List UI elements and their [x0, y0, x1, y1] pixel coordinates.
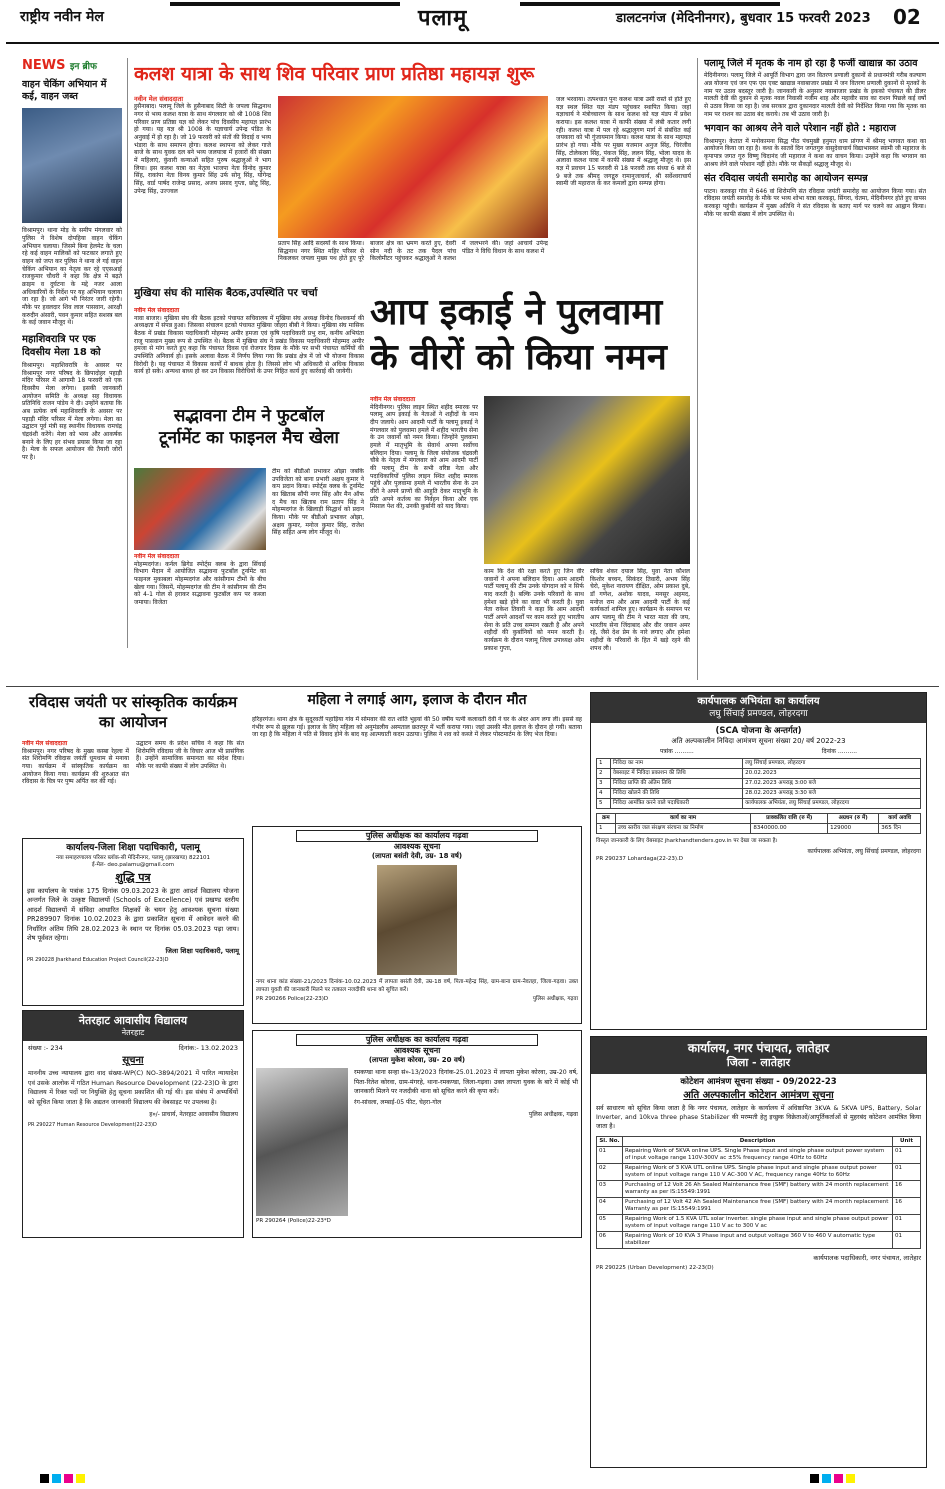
- brief-body-2: विश्रामपुर। महाशिवरात्रि के अवसर पर विश्रामपुर नगर परिषद के छिपादोहर पहाड़ी मंदिर परिसर में आगामी 18 फरवरी को एक दिवसीय मेला लगेगा। इसकी जानकारी आयोजन समिति के अध्यक्ष सह विधायक प्रतिनिधि राजन पांडेय ने दी। उन्होंने बताया कि अब प्रत्येक वर्ष महाशिवरात्रि के अवसर पर पहाड़ी मंदिर परिसर में मेला लगेगा। मेला का उद्घाटन पूर्व मंत्री सह स्थानीय विधायक रामचंद्र चंद्रवंशी करेंगे। मेला को भव्य और आकर्षक बनाने के लिए हर संभव प्रयास किया जा रहा है। मेला के सफल आयोजन की तैयारी जोरों पर है।: [22, 362, 122, 462]
- football-headline-2: टूर्नामेंट का फाइनल मैच खेला: [159, 427, 339, 448]
- ad-police1-sign: पुलिस अधीक्षक, गढ़वा: [532, 995, 578, 1002]
- ad-netarhat-body: माननीय उच्च न्यायालय द्वारा वाद संख्या-WP(C) NO-3894/2021 में पारित न्यायादेश एवं उसके आलोक में गठित Human Resource Development (22-23)D के द्वारा विद्यालय में रिक्त पदों पर नियुक्ति हेतु सूचना प्रकाशित की गई थी। इस संबंध में अभ्यर्थियों को सूचित किया जाता है कि अद्यतन जानकारी विद्यालय की वेबसाइट पर उपलब्ध है।: [28, 1070, 238, 1106]
- mukhiya-text: नावा बाजार। मुखिया संघ की बैठक इटको पंचायत सचिवालय में मुखिया संघ अध्यक्ष विनोद विश्वकर्मा की अध्यक्षता में संपन्न हुआ। जिसका संचालन इटको पंचायत मुखिया जोहरा बीबी ने किया। मुखिया संघ मासिक बैठक में प्रखंड विकास पदाधिकारी मोहम्मद अमीर हमजा एवं कृषि पदाधिकारी प्रभु राम, कनीय अभियंता राजू पासवान मुख्य रूप से उपस्थित थे। बैठक में मुखिया संघ ने प्रखंड विकास पदाधिकारी मोहम्मद अमीर हमजा से मांग करते हुए कहा कि पंचायत दिवस एवं रोजगार दिवस के मौके पर सभी पंचायत कर्मियों की उपस्थिति अनिवार्य हो। इसके अलावा बैठक में निर्णय लिया गया कि प्रखंड क्षेत्र में जो भी योजना विकास विरोधी है। यह पंचायत में विकास कार्यों में बाधक होता है। जिससे लोग भी अधिकारी से अधिक विकास कार्य हो सके। अन्यथा बाध्य हो कर उन विकास विरोधियों के उपर निहित कार्य हुए कार्रवाई की जायेगी।: [134, 314, 364, 376]
- swatch-cyan: [52, 1474, 61, 1483]
- mukhiya-spacer: [134, 252, 274, 262]
- table-row: 1 उच्च स्तरीय जल संरक्षण संरचना का निर्माण 8340000.00 129000 365 दिन: [597, 824, 921, 834]
- masthead-bar-right: [520, 2, 780, 6]
- lead-caption-body: [278, 240, 548, 280]
- ad-irrigation-dinank: दिनांक ..........: [821, 748, 858, 756]
- ad-police2-photo: [256, 1068, 348, 1216]
- ad-police1-photo: [377, 865, 457, 975]
- ad-netarhat-sub: नेतरहाट: [121, 1028, 145, 1038]
- right-body-1: मेदिनीनगर। पलामू जिले में आपूर्ति विभाग द्वारा जन वितरण प्रणाली दुकानों से प्रधानमंत्री गरीब कल्याण अन्न योजना एवं जन एफ एस एक्ट खाद्यान्न नवाबाजार प्रखंड में जन वितरण प्रणाली दुकानों से मृतकों के नाम पर उठाव बदस्तूर जारी है। जानकारी के अनुसार नवाबाजार प्रखंड के इकको पंचायत की डीलर मालती देवी की दुकान से मृतक नवल निवासी नजीम शाह और महावीर साव का राशन पिछले कई वर्षों से उठाव किया जा रहा है। जब सरकार द्वारा दुकानदार मालती देवी को निर्देशित किया गया कि मृतक का नाम पर राशन का उठाव बंद कराये। तब भी उठाव जारी है।: [704, 72, 926, 118]
- football-headline-1: सद्भावना टीम ने फुटबॉल: [173, 406, 325, 426]
- mahila-headline-text: महिला ने लगाई आग, इलाज के दौरान मौत: [307, 692, 527, 708]
- lead-caption-text: प्रताप सिंह आदि सदस्यों के साथ किया। सिद्धनाथ नगर स्थित महिर परिसर से निकलकर जपला मुख्य पथ होते हुए पूरे बाजार क्षेत्र का भ्रमण करते हुए, देवरी सोन नदी के तट तक पैदल पांच किलोमीटर पहुंचकर श्रद्धालुओं ने कलश में जलभरने की। जहां आचार्य उपेन्द्र पंडित ने विधि विधान के साथ कलश में: [278, 240, 548, 263]
- ad-police2-sub: (लापता मुकेश कोरवा, उम्र- 20 वर्ष): [368, 1056, 466, 1065]
- news-tag: NEWS: [22, 58, 66, 73]
- mukhiya-headline-text: मुखिया संघ की मासिक बैठक,उपस्थिति पर चर्चा: [134, 287, 318, 299]
- ad-latehar-notice: कोटेशन आमंत्रण सूचना संख्या - 09/2022-23: [680, 1077, 837, 1088]
- swatch-yellow: [76, 1474, 85, 1483]
- masthead-rule: [6, 42, 939, 44]
- table-row: 05 Repairing Work of 1.5 KVA UTL solar inverter. single phase input and single phase output power system of input voltage range 110 V ac to 300 V ac 01: [597, 1215, 921, 1232]
- ad-netarhat-pr: PR 290227 Human Resource Development(22-23)D: [28, 1121, 157, 1128]
- ad-irrigation: [590, 692, 927, 1030]
- masthead-bar-left: [170, 2, 400, 6]
- news-tag-sub: इन ब्रीफ: [70, 62, 97, 72]
- lead-headline: [134, 62, 689, 90]
- ad-irrigation-notice: अति अल्पकालीन निविदा आमंत्रण सूचना संख्या 20/ वर्ष 2022-23: [671, 737, 846, 746]
- pulwama-body-a: मेदिनीनगर। पुलिस लाइन स्थित शहीद स्मारक पर पलामू आप इकाई के नेताओं ने शहीदों के नाम दीप जलाये। आम आदमी पार्टी के पलामू इकाई ने मंगलवार को पुलवामा हमले में शहीद भारतीय सेना के उन जवानों को नमन किया। जिन्होंने पुलवामा हमले में मातृभूमि के सेवार्थ अपना सर्वोच्च बलिदान दिया। पलामू के जिला संयोजक चंद्रवली चौबे के नेतृत्व में मंगलवार को आम आदमी पार्टी की पलामू टीम के सभी वरिष्ठ नेता और पदाधिकारियों पुलिस लाइन स्थित शहीद स्मारक पहुंचे और पुलवामा हमले में भारतीय सेना के उन वीरों ने अपने प्राणों की आहुति देकर मातृभूमि के प्रति अपने कर्तव्य का निर्वहन किया और एक मिसाल पेश की, उनकी कुर्बानी को याद किया।: [370, 403, 478, 511]
- ad-education-address: नया समाहरणालय परिसर ब्लॉक-सी मेदिनीनगर, पलामू (झारखण्ड) 822101: [55, 854, 210, 861]
- swatch-magenta: [834, 1474, 843, 1483]
- ad-police1-title: पुलिस अधीक्षक का कार्यालय गढ़वा: [296, 830, 538, 842]
- ravidas-body-a: विश्रामपुर। नगर परिषद के मुख्य कस्बा रेहला में संत शिरोमणि रविदास जयंती धूमधाम से मनाया गया। कार्यक्रम में सांस्कृतिक कार्यक्रम का आयोजन किया गया। कार्यक्रम की शुरुआत संत रविदास के चित्र पर पुष्प अर्पित कर की गई।: [22, 747, 129, 786]
- table-header-row: Sl. No. Description Unit: [597, 1137, 921, 1147]
- lead-body-c: जल भरवाया। तत्पश्चात पुनः कलश यात्रा उसी रास्ते से होते हुए यज्ञ स्थल स्थित यज्ञ मंडप पहुंचकर स्थापित किया। जहां यज्ञाचार्य ने मंत्रोच्चारण के साथ कलश को यज्ञ मंडप में प्रवेश कराया। इस कलश यात्रा में काफी संख्या में लंबी कतार लगी रही। कलश यात्रा में पल रहे श्रद्धालुगण मार्ग में संबंधित कई जयकारा को भी गुंजायमान किया। कलश यात्रा के साथ महायज्ञ प्रारंभ हो गया। मौके पर मुख्य यजमान अनुज सिंह, चिरंजीव सिंह, टोलेकला सिंह, पंकज सिंह, ललन सिंह, भोला यादव के अलावा कलश यात्रा में काफी संख्या में श्रद्धालु मौजूद थे। इस यज्ञ में प्रवचन 15 फरवरी से 18 फरवरी तक संध्या 6 बजे से 9 बजे तक श्रीमद् जगद्गुरु रामानुजाचार्य, श्री सर्वेश्वराचार्य स्वामी जी महाराज के कर कमलों द्वारा सम्पन्न होगा।: [556, 96, 691, 188]
- right-headline-1: पलामू जिले में मृतक के नाम हो रहा है फर्जी खाद्यान्न का उठाव: [704, 58, 918, 69]
- ad-irrigation-info-table: [596, 758, 921, 809]
- ad-police1-pr: PR 290266 Police(22-23)D: [256, 995, 329, 1002]
- pulwama-col-1: [370, 396, 478, 680]
- page-number: 02: [893, 5, 921, 29]
- ad-latehar-heading: अति अल्पकालीन कोटेशन आमंत्रण सूचना: [683, 1090, 834, 1102]
- ad-education-title: कार्यालय-जिला शिक्षा पदाधिकारी, पलामू: [66, 843, 200, 853]
- football-headline: [134, 406, 364, 468]
- column-rule-right: [697, 58, 698, 680]
- news-brief-column: [22, 58, 122, 648]
- ad-education-body: इस कार्यालय के पत्रांक 175 दिनांक 09.03.2023 के द्वारा आदर्श विद्यालय योजना अन्तर्गत जिले के उत्कृष्ट विद्यालयों (Schools of Excellence) एवं प्रखण्ड स्तरीय आदर्श विद्यालयों में संविदा आधारित शिक्षकों के चयन हेतु आवश्यक सूचना संख्या PR289907 दिनांक 10.02.2023 के द्वारा प्रकाशित सूचना में आवेदन करने की निर्धारित अंतिम तिथि 28.02.2023 के स्थान पर दिनांक 05.03.2023 पढ़ा जाय। शेष पूर्ववत रहेगा।: [27, 886, 239, 943]
- ad-irrigation-header: [591, 693, 926, 723]
- masthead: [0, 0, 945, 46]
- table-row: 02 Repairing Work of 3 KVA UTL online UPS. Single phase input and single phase output power system of input voltage range 110 V AC-300 V AC, frequency range 40Hz to 60Hz 01: [597, 1164, 921, 1181]
- lead-col-3: [556, 96, 691, 286]
- ravidas-col-2: [136, 740, 244, 830]
- ad-netarhat-title: नेतरहाट आवासीय विद्यालय: [78, 1014, 188, 1027]
- ravidas-headline: [22, 692, 244, 736]
- ravidas-headline-text: रविदास जयंती पर सांस्कृतिक कार्यक्रम का आयोजन: [28, 693, 238, 732]
- football-photo: [134, 468, 266, 550]
- ad-police1-body: नगर थाना कांड संख्या-21/2023 दिनांक-10.02.2023 में लापता बसंती देवी, उम्र-18 वर्ष, पिता-महेन्द्र सिंह, ग्राम-बाना ग्राम-नेवतहा, जिला-गढ़वा। उक्त लापता युवती की जानकारी मिलने पर तत्काल नजदीकी थाना को सूचित करें।: [256, 979, 578, 993]
- pulwama-col-2: [484, 568, 584, 680]
- pulwama-headline-2: के वीरों को किया नमन: [370, 337, 667, 378]
- brief-headline-1: वाहन चेकिंग अभियान में कई, वाहन जब्त: [22, 78, 107, 102]
- pulwama-photo: [484, 396, 690, 564]
- mahila-headline: [252, 692, 582, 712]
- swatch-magenta: [64, 1474, 73, 1483]
- table-header-row: क्रम कार्य का नाम प्राक्कलित राशि (रु में) अग्रधन (रु में) कार्य अवधि: [597, 813, 921, 823]
- registration-color-strip: [0, 1474, 945, 1484]
- ad-police-missing-1: [252, 826, 582, 1024]
- football-body-a: मोहम्मदगंज। कर्नल ब्रिगेड स्पोर्ट्स क्लब के द्वारा सिंचाई विभाग मैदान में आयोजित सद्भावना फुटबॉल टूर्नामेंट का फाइनल मुकाबला मोहम्मदगंज और कांसीगाम टीमों के बीच खेला गया। जिसमें, मोहम्मदगंज की टीम ने कांसीगाम की टीम को 4-1 गोल से हराकर सद्भावना फुटबॉल कप पर कब्जा जमाया। विजेता: [134, 560, 266, 607]
- table-row: 1 निविदा का नाम लघु सिंचाई प्रमण्डल, लोहरदगा: [597, 758, 921, 768]
- pulwama-headline: [370, 290, 690, 390]
- ad-netarhat-heading: सूचना: [122, 1054, 144, 1066]
- ravidas-col-1: [22, 740, 129, 830]
- newspaper-logo: राष्ट्रीय नवीन मेल: [20, 9, 104, 25]
- ad-latehar-sign: कार्यपालक पदाधिकारी, नगर पंचायत, लातेहार: [813, 1254, 921, 1263]
- swatch-yellow: [846, 1474, 855, 1483]
- ad-netarhat-ref: संख्या :- 234: [28, 1044, 63, 1053]
- ad-police2-body: रमकण्डा थाना सन्हा सं०-13/2023 दिनांक-25.01.2023 में लापता मुकेश कोरवा, उम्र-20 वर्ष, पिता-रितेश कोरवा, ग्राम-मंगरहे, थाना-रमकण्डा, जिला-गढ़वा। उक्त लापता युवक के बारे में कोई भी जानकारी मिलने पर नजदीकी थाना को सूचित करने की कृपा करें।: [354, 1069, 578, 1096]
- football-body-b: टीम को बीडीओ प्रभाकर ओझा जबकि उपविजेता को बाना प्रभारी अक्षय कुमार ने कप प्रदान किया। स्पोर्ट्स क्लब के टूर्नामेंट का खिताब सौंपी नगर सिंह और मैन ऑफ द मैच का खिताब राम प्रताप सिंह ने मोहम्मदगंज के खिलाड़ी सिद्धार्थ को प्रदान किया। मौके पर बीडीओ प्रभाकर ओझा, अक्षय कुमार, मनोज कुमार सिंह, राजेश सिंह सहित अन्य लोग मौजूद थे।: [272, 468, 364, 537]
- swatch-black: [40, 1474, 49, 1483]
- ad-netarhat-sign: ह०/- प्राचार्य, नेतरहाट आवासीय विद्यालय: [149, 1111, 238, 1119]
- ad-latehar-body: सर्व साधारण को सूचित किया जाता है कि नगर पंचायत, लातेहार के कार्यालय में अधिष्ठापित 3KVA & 5KVA UPS, Battery, Solar Inverter, and 10kva three phase Stabilizer की मरम्मती हेतु इच्छुक विक्रेताओं/आपूर्तिकर्ताओं से मुहरबंद कोटेशन आमंत्रित किया जाता है।: [596, 1105, 921, 1131]
- football-col-2: [272, 468, 364, 680]
- ad-irrigation-pr: PR 290237 Lohardaga(22-23).D: [596, 855, 683, 862]
- ad-netarhat-header: [23, 1011, 243, 1041]
- table-row: 01 Repairing Work of 5KVA online UPS. Single Phase input and single phase output power system of input voltage range 110V-300V ac ±5% frequency range 40Hz to 60Hz 01: [597, 1147, 921, 1164]
- ad-education-heading: शुद्धि पत्र: [115, 870, 151, 884]
- ad-netarhat: [22, 1010, 244, 1238]
- mukhiya-byline: नवीन मेल संवाददाता: [134, 307, 180, 314]
- ad-police-missing-2: [252, 1030, 582, 1238]
- ad-education-sign: जिला शिक्षा पदाधिकारी, पलामू: [165, 946, 239, 955]
- ad-netarhat-date: दिनांक:- 13.02.2023: [178, 1044, 238, 1053]
- ad-latehar: [590, 1036, 927, 1468]
- table-row: 03 Purchasing of 12 Volt 26 Ah Sealed Maintenance free (SMF) battery with 24 month replacement warranty as per IS:15549:1991 16: [597, 1181, 921, 1198]
- edition-title: पलामू: [418, 6, 468, 31]
- ad-latehar-header: [591, 1037, 926, 1074]
- right-headline-2: भगवान का आश्रय लेने वाले परेशान नहीं होते : महाराज: [704, 123, 896, 135]
- ad-irrigation-sign: कार्यपालक अभियंता, लघु सिंचाई प्रमण्डल, लोहरदगा: [807, 848, 921, 856]
- brief-body-1: विश्रामपुर। थाना मोड़ के समीप मंगलवार को पुलिस ने विशेष दोपहिया वाहन चेकिंग अभियान चलाया। जिसमे बिना हेलमेट के चला रहे कई वाहन मालिकों को फटकार लगाते हुए वाहन को जप्त कर पुलिस ने थाना ले गई वाहन चेकिंग अभियान का नेतृत्व कर रहे एएसआई राजकुमार चौधरी ने कहा कि क्षेत्र में बढ़ते क्राइम व दुर्घटना के मद्दे नजर आला अधिकारियों के निर्देश पर यह अभियान चलाया जा रहा है। जो आगे भी निरंतर जारी रहेगी। मौके पर हवलदार शिव लाल पासवान, आरक्षी करुदीन अंसारी, पवन कुमार सहित सशस्त्र बल के कई जवान मौजूद थे।: [22, 227, 122, 327]
- right-column: [704, 58, 926, 680]
- ad-irrigation-work-table: [596, 813, 921, 834]
- lead-photo: [278, 96, 548, 238]
- ad-police2-desc: रंग-सांवला, लम्बाई-05 फीट, चेहरा-गोल: [354, 1099, 442, 1107]
- table-row: 2 वेबसाइट में निविदा प्रकाशन की तिथि 20.02.2023: [597, 768, 921, 778]
- ad-education-email: ई-मेल- deo.palamu@gmail.com: [91, 861, 175, 868]
- ad-irrigation-scheme: (SCA योजना के अन्तर्गत): [715, 726, 802, 737]
- pulwama-headline-1: आप इकाई ने पुलवामा: [370, 292, 663, 333]
- ad-police2-title: पुलिस अधीक्षक का कार्यालय गढ़वा: [296, 1034, 538, 1046]
- right-headline-3: संत रविदास जयंती समारोह का आयोजन सम्पन्न: [704, 173, 868, 185]
- table-row: 4 निविदा खोलने की तिथि 28.02.2023 अपराह्न 3:30 बजे: [597, 788, 921, 798]
- ad-irrigation-sub: लघु सिंचाई प्रमण्डल, लोहरदगा: [709, 708, 808, 719]
- lead-byline: नवीन मेल संवाददाता: [134, 95, 183, 103]
- ad-latehar-title-2: जिला - लातेहार: [726, 1056, 791, 1070]
- section-rule: [6, 686, 939, 687]
- ad-police2-pr: PR 290264 (Police)22-23*D: [256, 1218, 331, 1225]
- pulwama-body-b: काम कि देश की रक्षा करते हुए जिन वीर जवानों ने अपना बलिदान दिया। आम आदमी पार्टी पलामू की टीम उनके योगदान को न सिर्फ याद करती है। बल्कि उनके परिवारों के साथ हमेशा खड़े होने का वादा भी करती है। युवा नेता राकेश तिवारी ने कहा कि आम आदमी पार्टी अपने आदर्शों पर काम करते हुए भारतीय सेना के प्रति उच्च सम्मान रखती है और अपने शहीदों की कुर्बानियों को नमन करती है। कार्यक्रम के दौरान पलामू जिला उपाध्यक्ष ओम प्रकाश गुप्ता,: [484, 568, 584, 652]
- football-col-1: [134, 553, 266, 681]
- table-row: 5 निविदा आमंत्रित करने वाले पदाधिकारी कार्यपालक अभियंता, लघु सिंचाई प्रमण्डल, लोहरदगा: [597, 798, 921, 808]
- ad-education-office: [22, 838, 244, 1006]
- brief-photo-1: [22, 108, 122, 223]
- ad-latehar-title-1: कार्यालय, नगर पंचायत, लातेहार: [687, 1041, 830, 1055]
- mahila-text: हरिहरगंज। थाना क्षेत्र के सुदूरवर्ती पहाड़िया गांव में सोमवार की रात शांति भुइयां की 50 वर्षीय पत्नी कलावती देवी ने घर के अंदर आग लगा ली। इससे वह गंभीर रूप से झुलस गई। इलाज के लिए महिला को अनुमंडलीय अस्पताल छतरपुर में भर्ती कराया गया। जहां उसकी मौत इलाज के दौरान हो गयी। बताया जा रहा है कि महिला ने पति से विवाद होने के बाद यह आत्मघाती कदम उठाया। पुलिस ने शव को कब्जे में लेकर पोस्टमार्टम के लिए भेज दिया।: [252, 716, 582, 739]
- lead-body-a: हुसैनाबाद। पलामू जिले के हुसैनाबाद सिटी के जपला सिद्धनाथ नगर से भव्य कलश यात्रा के साथ मंगलवार को श्री 1008 शिव परिवार प्राण प्रतिष्ठा यज्ञ को लेकर पांच दिवसीय महायज्ञ प्रारंभ हो गया। यह यज्ञ श्री 1008 के यज्ञाचार्य उपेन्द्र पंडित के अनुवाई में हो रहा है। जो 19 फरवरी को संतों की विदाई व भव्य भंडारा के साथ समापन होगा। कलश स्थापना को लेकर गाजे बाजे के साथ युवक दल बने भव्य जलयात्रा में हजारों की संख्या में महिलाएं, कुंवारी कन्याओं सहित पुरुष श्रद्धालुओं ने भाग लिया। इस कलश यात्रा का नेतृत्व भाजपा नेता विनोद कुमार सिंह, राकांपा नेता विनय कुमार सिंह उर्फ सोनू सिंह, योगेन्द्र सिंह, वार्ड पार्षद राजेन्द्र प्रसाद, अजय प्रसाद गुप्ता, छोटू सिंह, उपेन्द्र सिंह, उज्ज्वल: [134, 103, 271, 195]
- ad-police2-sign: पुलिस अधीक्षक, गढ़वा: [528, 1110, 578, 1118]
- table-row: 06 Repairing Work of 10 KVA 3 Phase input and output voltage 360 V to 460 V automatic type stabilizer 01: [597, 1232, 921, 1249]
- ad-police1-sub: (लापता बसंती देवी, उम्र- 18 वर्ष): [371, 852, 463, 861]
- dateline: डालटनगंज (मेदिनीनगर), बुधवार 15 फरवरी 2023: [616, 11, 871, 26]
- pulwama-byline: नवीन मेल संवाददाता: [370, 396, 416, 403]
- ad-latehar-pr: PR 290225 (Urban Development) 22-23(D): [596, 1264, 714, 1271]
- column-rule: [127, 58, 128, 648]
- table-row: 04 Purchasing of 12 Volt 42 Ah Sealed Maintenance free (SMF) battery with 24 month replacement Warranty as per IS:15549:1991 16: [597, 1198, 921, 1215]
- ad-irrigation-patrank: पत्रांक ..........: [659, 748, 694, 756]
- swatch-cyan: [822, 1474, 831, 1483]
- ad-irrigation-footer: विस्तृत जानकारी के लिए वेबसाइट jharkhandtenders.gov.in पर देखा जा सकता है।: [596, 838, 778, 845]
- right-body-3: पाटन। करकट्टा गांव में 646 वां शिरोमणि संत रविदास जयंती समारोह का आयोजन किया गया। संत रविदास जयंती समारोह के मौके पर भव्य शोभा यात्रा करकट्टा, सिंगरा, चेतमा, मेदिनीनगर होते हुए वापस करकट्टा पहुंची। कार्यक्रम में मुख्य अतिथि ने संत रविदास के बताए मार्ग पर चलने का आह्वान किया। मौके पर काफी संख्या में लोग उपस्थित थे।: [704, 187, 926, 218]
- ad-education-pr: PR 290228 Jharkhand Education Project Council(22-23)D: [27, 957, 169, 964]
- ravidas-body-b: उद्घाटन समय के प्रदेश सचिव ने कहा कि संत शिरोमणि रविदास जी के विचार आज भी प्रासंगिक हैं। उन्होंने सामाजिक समानता का संदेश दिया। मौके पर काफी संख्या में लोग उपस्थित थे।: [136, 740, 244, 771]
- ad-police1-heading: आवश्यक सूचना: [393, 842, 441, 852]
- mukhiya-body: [134, 307, 364, 402]
- pulwama-col-3: [590, 568, 690, 680]
- ad-latehar-items-table: [596, 1136, 921, 1249]
- right-body-2: विश्रामपुर। केतात में मनोकामना सिद्ध पीठ पंचमुखी हनुमत धाम प्रांगण में श्रीमद् भागवत कथा का आयोजन किया जा रहा है। कथा के सातवें दिन जगतगुरु वासुदेवाचार्य विद्याभास्कर स्वामी जी महाराज के कृपापात्र जगत गुरु विष्णु चिदानंद जी महाराज ने कथा का वाचन किया। उन्होंने कहा कि भगवान का आश्रय लेने वाले परेशान नहीं होते। मौके पर सैकड़ों श्रद्धालु मौजूद थे।: [704, 137, 926, 168]
- table-row: 3 निविदा प्राप्ति की अंतिम तिथि 27.02.2023 अपराह्न 3:00 बजे: [597, 778, 921, 788]
- lead-headline-text: कलश यात्रा के साथ शिव परिवार प्राण प्रतिष्ठा महायज्ञ शुरू: [134, 63, 535, 85]
- ravidas-byline: नवीन मेल संवाददाता: [22, 740, 68, 747]
- swatch-black: [810, 1474, 819, 1483]
- football-byline: नवीन मेल संवाददाता: [134, 553, 180, 560]
- mukhiya-headline: [134, 287, 364, 305]
- pulwama-body-c: सचिव शंकर दयाल सिंह, युवा नेता कौशल किशोर बच्चन, सिकंदर तिवारी, अभय सिंह चेरो, मुकेश नारायण दीक्षित, ओम प्रकाश दुबे, डॉ गणेश, अशोक यादव, मनसूर अहमद, मनोज राम और आम आदमी पार्टी के कई कार्यकर्ता शामिल हुए। कार्यक्रम के समापन पर आप पलामू की टीम ने भारत माता की जय, भारतीय सेना जिंदाबाद और वीर जवान अमर रहे, जैसे देश प्रेम के नारे लगाए और हमेशा शहीदों के परिवारों के हित में खड़े रहने की शपथ ली।: [590, 568, 690, 652]
- mahila-body: [252, 716, 582, 768]
- ad-police2-heading: आवश्यक सूचना: [393, 1046, 441, 1056]
- lead-col-1: [134, 95, 271, 250]
- brief-headline-2: महाशिवरात्रि पर एक दिवसीय मेला 18 को: [22, 334, 101, 359]
- ad-irrigation-title: कार्यपालक अभियंता का कार्यालय: [697, 696, 820, 707]
